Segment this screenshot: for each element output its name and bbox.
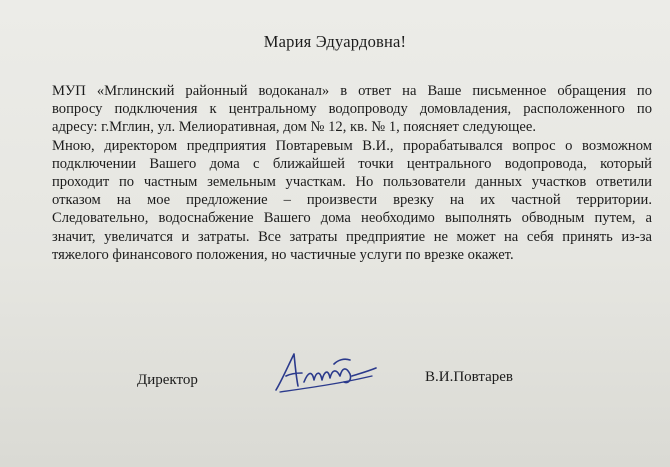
- letter-line: адресу: г.Мглин, ул. Мелиоративная, дом № 12, кв. № 1, поясняет следующее.: [52, 119, 536, 136]
- letter-line: Мною, директором предприятия Повтаревым В.И., прорабатывался вопрос о возможном: [52, 137, 652, 154]
- letter-body: [52, 82, 652, 264]
- letter-line: вопросу подключения к центральному водопроводу домовладения, расположенного по: [52, 101, 652, 118]
- signatory-title: Директор: [137, 372, 198, 388]
- letter-greeting: Мария Эдуардовна!: [263, 32, 407, 51]
- handwritten-signature: [268, 346, 388, 398]
- letter-line: Следовательно, водоснабжение Вашего дома необходимо выполнять обводным путем, а: [52, 210, 652, 227]
- letter-line: значит, увеличатся и затраты. Все затраты предприятие не может на себя принять из-за: [52, 228, 652, 245]
- letter-line: отказом на мое предложение – произвести врезку на их частной территории.: [52, 192, 652, 209]
- letter-line: тяжелого финансового положения, но частичные услуги по врезке окажет.: [52, 246, 514, 263]
- letter-line: МУП «Мглинский районный водоканал» в ответ на Ваше письменное обращения по: [52, 83, 652, 99]
- signatory-name: В.И.Повтарев: [425, 369, 514, 385]
- letter-line: подключении Вашего дома с ближайшей точки центрального водопровода, который: [52, 155, 652, 172]
- letter-line: проходит по частным земельным участкам. Но пользователи данных участков ответили: [52, 174, 652, 191]
